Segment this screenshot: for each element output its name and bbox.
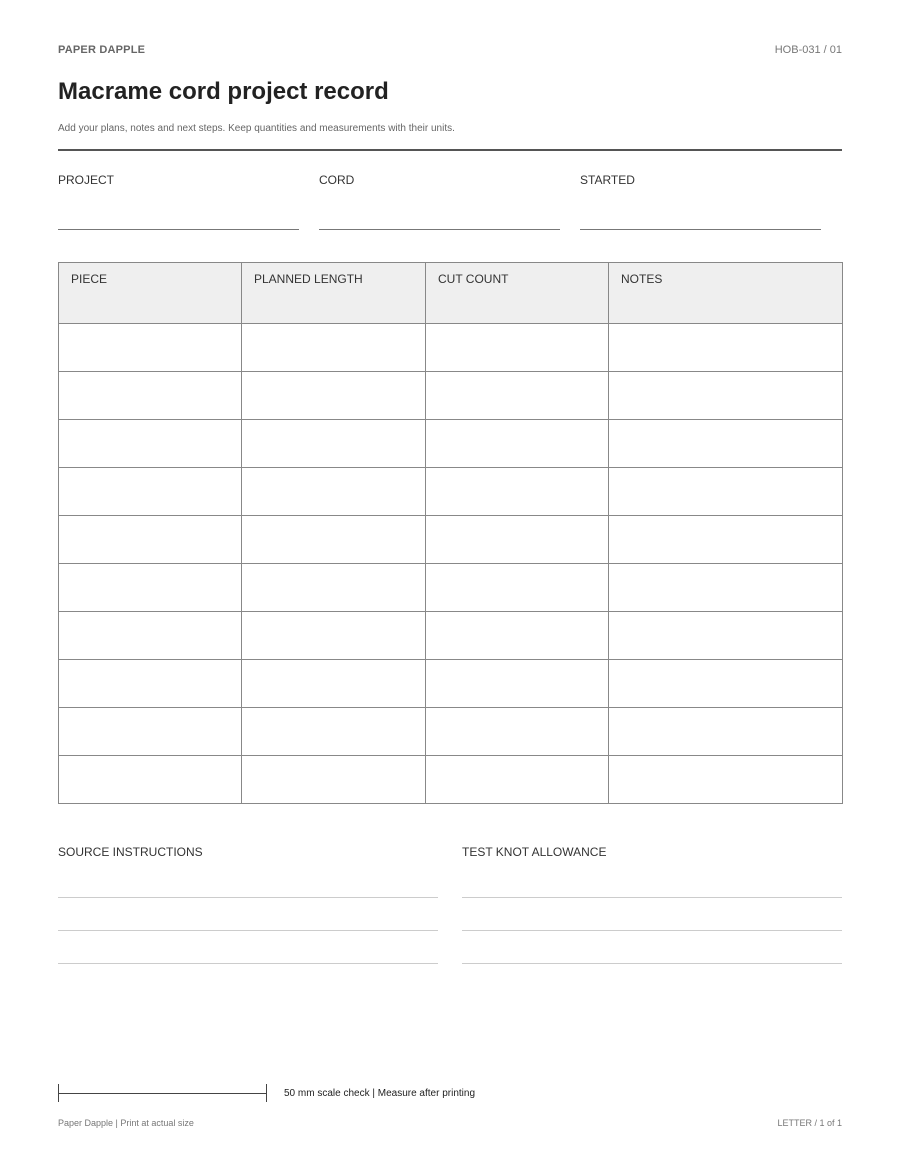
test-knot-allowance-line[interactable] bbox=[462, 963, 842, 964]
footer-left-text: Paper Dapple | Print at actual size bbox=[58, 1118, 194, 1128]
scale-bar bbox=[58, 1093, 267, 1094]
table-cell-planned-length[interactable] bbox=[242, 564, 426, 612]
table-row bbox=[59, 660, 843, 708]
started-field-line[interactable] bbox=[580, 229, 821, 230]
table-cell-cut-count[interactable] bbox=[426, 468, 609, 516]
table-cell-piece[interactable] bbox=[59, 468, 242, 516]
table-row bbox=[59, 420, 843, 468]
scale-bar-start-tick bbox=[58, 1084, 59, 1102]
page-title: Macrame cord project record bbox=[58, 78, 389, 105]
table-cell-piece[interactable] bbox=[59, 420, 242, 468]
table-cell-notes[interactable] bbox=[609, 372, 843, 420]
table-cell-planned-length[interactable] bbox=[242, 372, 426, 420]
table-cell-piece[interactable] bbox=[59, 612, 242, 660]
table-cell-planned-length[interactable] bbox=[242, 756, 426, 804]
table-cell-cut-count[interactable] bbox=[426, 420, 609, 468]
table-row bbox=[59, 372, 843, 420]
table-cell-cut-count[interactable] bbox=[426, 756, 609, 804]
table-cell-cut-count[interactable] bbox=[426, 564, 609, 612]
column-header-notes: NOTES bbox=[609, 263, 843, 324]
column-header-planned-length: PLANNED LENGTH bbox=[242, 263, 426, 324]
scale-check-text: 50 mm scale check | Measure after printing bbox=[284, 1088, 476, 1099]
column-header-piece: PIECE bbox=[59, 263, 242, 324]
table-cell-notes[interactable] bbox=[609, 516, 843, 564]
started-field-label: STARTED bbox=[580, 173, 635, 187]
form-code: HOB-031 / 01 bbox=[774, 44, 842, 56]
table-cell-notes[interactable] bbox=[609, 468, 843, 516]
table-cell-planned-length[interactable] bbox=[242, 324, 426, 372]
table-cell-planned-length[interactable] bbox=[242, 708, 426, 756]
cord-field-label: CORD bbox=[319, 173, 355, 187]
table-cell-notes[interactable] bbox=[609, 612, 843, 660]
table-cell-notes[interactable] bbox=[609, 420, 843, 468]
table-cell-piece[interactable] bbox=[59, 372, 242, 420]
table-row bbox=[59, 468, 843, 516]
source-instructions-line[interactable] bbox=[58, 930, 438, 931]
table-row bbox=[59, 708, 843, 756]
footer-page-info: LETTER / 1 of 1 bbox=[777, 1118, 842, 1128]
source-instructions-line[interactable] bbox=[58, 963, 438, 964]
table-cell-piece[interactable] bbox=[59, 564, 242, 612]
cord-field-line[interactable] bbox=[319, 229, 560, 230]
table-cell-cut-count[interactable] bbox=[426, 372, 609, 420]
table-row bbox=[59, 516, 843, 564]
project-field-line[interactable] bbox=[58, 229, 299, 230]
table-cell-notes[interactable] bbox=[609, 564, 843, 612]
source-instructions-label: SOURCE INSTRUCTIONS bbox=[58, 845, 203, 859]
table-cell-piece[interactable] bbox=[59, 516, 242, 564]
table-cell-piece[interactable] bbox=[59, 708, 242, 756]
scale-bar-end-tick bbox=[266, 1084, 267, 1102]
table-row bbox=[59, 564, 843, 612]
table-cell-cut-count[interactable] bbox=[426, 324, 609, 372]
table-cell-notes[interactable] bbox=[609, 756, 843, 804]
table-cell-notes[interactable] bbox=[609, 324, 843, 372]
brand-name: PAPER DAPPLE bbox=[58, 44, 146, 56]
table-cell-notes[interactable] bbox=[609, 708, 843, 756]
table-cell-piece[interactable] bbox=[59, 324, 242, 372]
table-cell-cut-count[interactable] bbox=[426, 708, 609, 756]
source-instructions-line[interactable] bbox=[58, 897, 438, 898]
column-header-cut-count: CUT COUNT bbox=[426, 263, 609, 324]
table-cell-piece[interactable] bbox=[59, 660, 242, 708]
table-cell-notes[interactable] bbox=[609, 660, 843, 708]
table-cell-planned-length[interactable] bbox=[242, 420, 426, 468]
table-cell-planned-length[interactable] bbox=[242, 660, 426, 708]
cutting-table bbox=[58, 262, 843, 804]
table-cell-cut-count[interactable] bbox=[426, 612, 609, 660]
test-knot-allowance-line[interactable] bbox=[462, 930, 842, 931]
table-header-row bbox=[59, 263, 843, 324]
test-knot-allowance-label: TEST KNOT ALLOWANCE bbox=[462, 845, 607, 859]
table-cell-piece[interactable] bbox=[59, 756, 242, 804]
table-cell-cut-count[interactable] bbox=[426, 660, 609, 708]
header-divider bbox=[58, 149, 842, 151]
table-row bbox=[59, 756, 843, 804]
page-subtitle: Add your plans, notes and next steps. Keep quantities and measurements with their units. bbox=[58, 123, 455, 134]
table-cell-planned-length[interactable] bbox=[242, 612, 426, 660]
test-knot-allowance-line[interactable] bbox=[462, 897, 842, 898]
table-cell-cut-count[interactable] bbox=[426, 516, 609, 564]
project-field-label: PROJECT bbox=[58, 173, 115, 187]
table-cell-planned-length[interactable] bbox=[242, 516, 426, 564]
table-cell-planned-length[interactable] bbox=[242, 468, 426, 516]
table-row bbox=[59, 612, 843, 660]
table-row bbox=[59, 324, 843, 372]
